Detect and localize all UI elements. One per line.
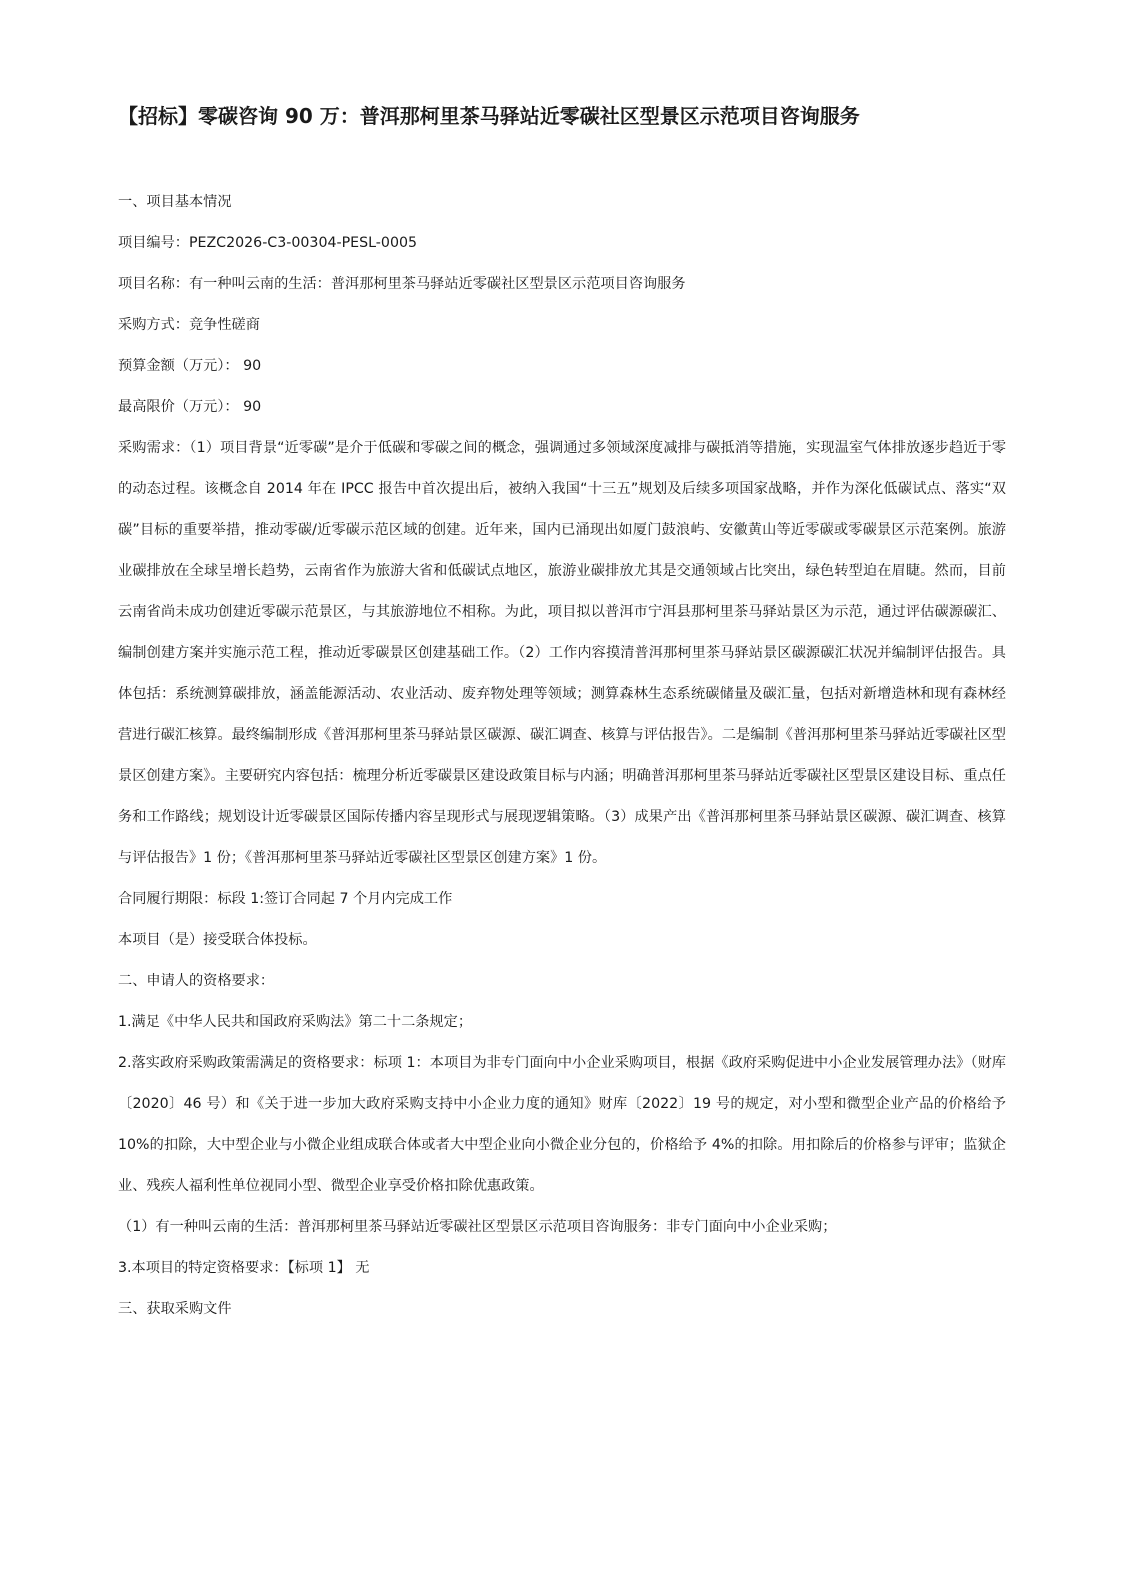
budget-amount: 预算金额（万元）： 90 (118, 358, 262, 374)
qualification-item-3: 3.本项目的特定资格要求：【标项 1】 无 (118, 1260, 370, 1276)
section-heading-obtain-documents: 三、获取采购文件 (118, 1301, 232, 1317)
section-heading-qualifications: 二、申请人的资格要求： (118, 973, 275, 989)
project-number: 项目编号：PEZC2026-C3-00304-PESL-0005 (118, 235, 418, 251)
qualification-item-2: 2.落实政府采购政策需满足的资格要求：标项 1：本项目为非专门面向中小企业采购项目，根据《政府采购促进中小企业发展管理办法》（财库〔2020〕46 号）和《关于进一步加大政府采购支持中小企业力度的通知》财库〔2022〕19 号的规定，对小型和微型企业产品的价格给予 10%的扣除，大中型企业与小微企业组成联合体或者大中型企业向小微企业分包的，价格给予 4%的扣除。用扣除后的价格参与评审；监狱企业、残疾人福利性单位视同小型、微型企业享受价格扣除优惠政策。 (118, 1055, 1006, 1194)
max-price: 最高限价（万元）： 90 (118, 399, 262, 415)
section-heading-basic-info: 一、项目基本情况 (118, 194, 232, 210)
qualification-item-1: 1.满足《中华人民共和国政府采购法》第二十二条规定； (118, 1014, 473, 1030)
contract-period: 合同履行期限：标段 1:签订合同起 7 个月内完成工作 (118, 891, 453, 907)
procurement-requirements: 采购需求：（1）项目背景“近零碳”是介于低碳和零碳之间的概念，强调通过多领域深度减排与碳抵消等措施，实现温室气体排放逐步趋近于零的动态过程。该概念自 2014 年在 IPCC 报告中首次提出后，被纳入我国“十三五”规划及后续多项国家战略，并作为深化低碳试点、落实“双碳”目标的重要举措，推动零碳/近零碳示范区域的创建。近年来，国内已涌现出如厦门鼓浪屿、安徽黄山等近零碳或零碳景区示范案例。旅游业碳排放在全球呈增长趋势，云南省作为旅游大省和低碳试点地区，旅游业碳排放尤其是交通领域占比突出，绿色转型迫在眉睫。然而，目前云南省尚未成功创建近零碳示范景区，与其旅游地位不相称。为此，项目拟以普洱市宁洱县那柯里茶马驿站景区为示范，通过评估碳源碳汇、编制创建方案并实施示范工程，推动近零碳景区创建基础工作。（2）工作内容摸清普洱那柯里茶马驿站景区碳源碳汇状况并编制评估报告。具体包括：系统测算碳排放，涵盖能源活动、农业活动、废弃物处理等领域；测算森林生态系统碳储量及碳汇量，包括对新增造林和现有森林经营进行碳汇核算。最终编制形成《普洱那柯里茶马驿站景区碳源、碳汇调查、核算与评估报告》。二是编制《普洱那柯里茶马驿站近零碳社区型景区创建方案》。主要研究内容包括：梳理分析近零碳景区建设政策目标与内涵；明确普洱那柯里茶马驿站近零碳社区型景区建设目标、重点任务和工作路线；规划设计近零碳景区国际传播内容呈现形式与展现逻辑策略。（3）成果产出《普洱那柯里茶马驿站景区碳源、碳汇调查、核算与评估报告》1 份；《普洱那柯里茶马驿站近零碳社区型景区创建方案》1 份。 (118, 440, 1006, 866)
procurement-method: 采购方式：竞争性磋商 (118, 317, 260, 333)
qualification-sub-item-1: （1）有一种叫云南的生活：普洱那柯里茶马驿站近零碳社区型景区示范项目咨询服务：非专门面向中小企业采购； (118, 1219, 837, 1235)
project-name: 项目名称：有一种叫云南的生活：普洱那柯里茶马驿站近零碳社区型景区示范项目咨询服务 (118, 276, 686, 292)
document-body (118, 182, 1006, 1330)
consortium-bidding: 本项目（是）接受联合体投标。 (118, 932, 317, 948)
page-title: 【招标】零碳咨询 90 万：普洱那柯里茶马驿站近零碳社区型景区示范项目咨询服务 (118, 104, 860, 128)
